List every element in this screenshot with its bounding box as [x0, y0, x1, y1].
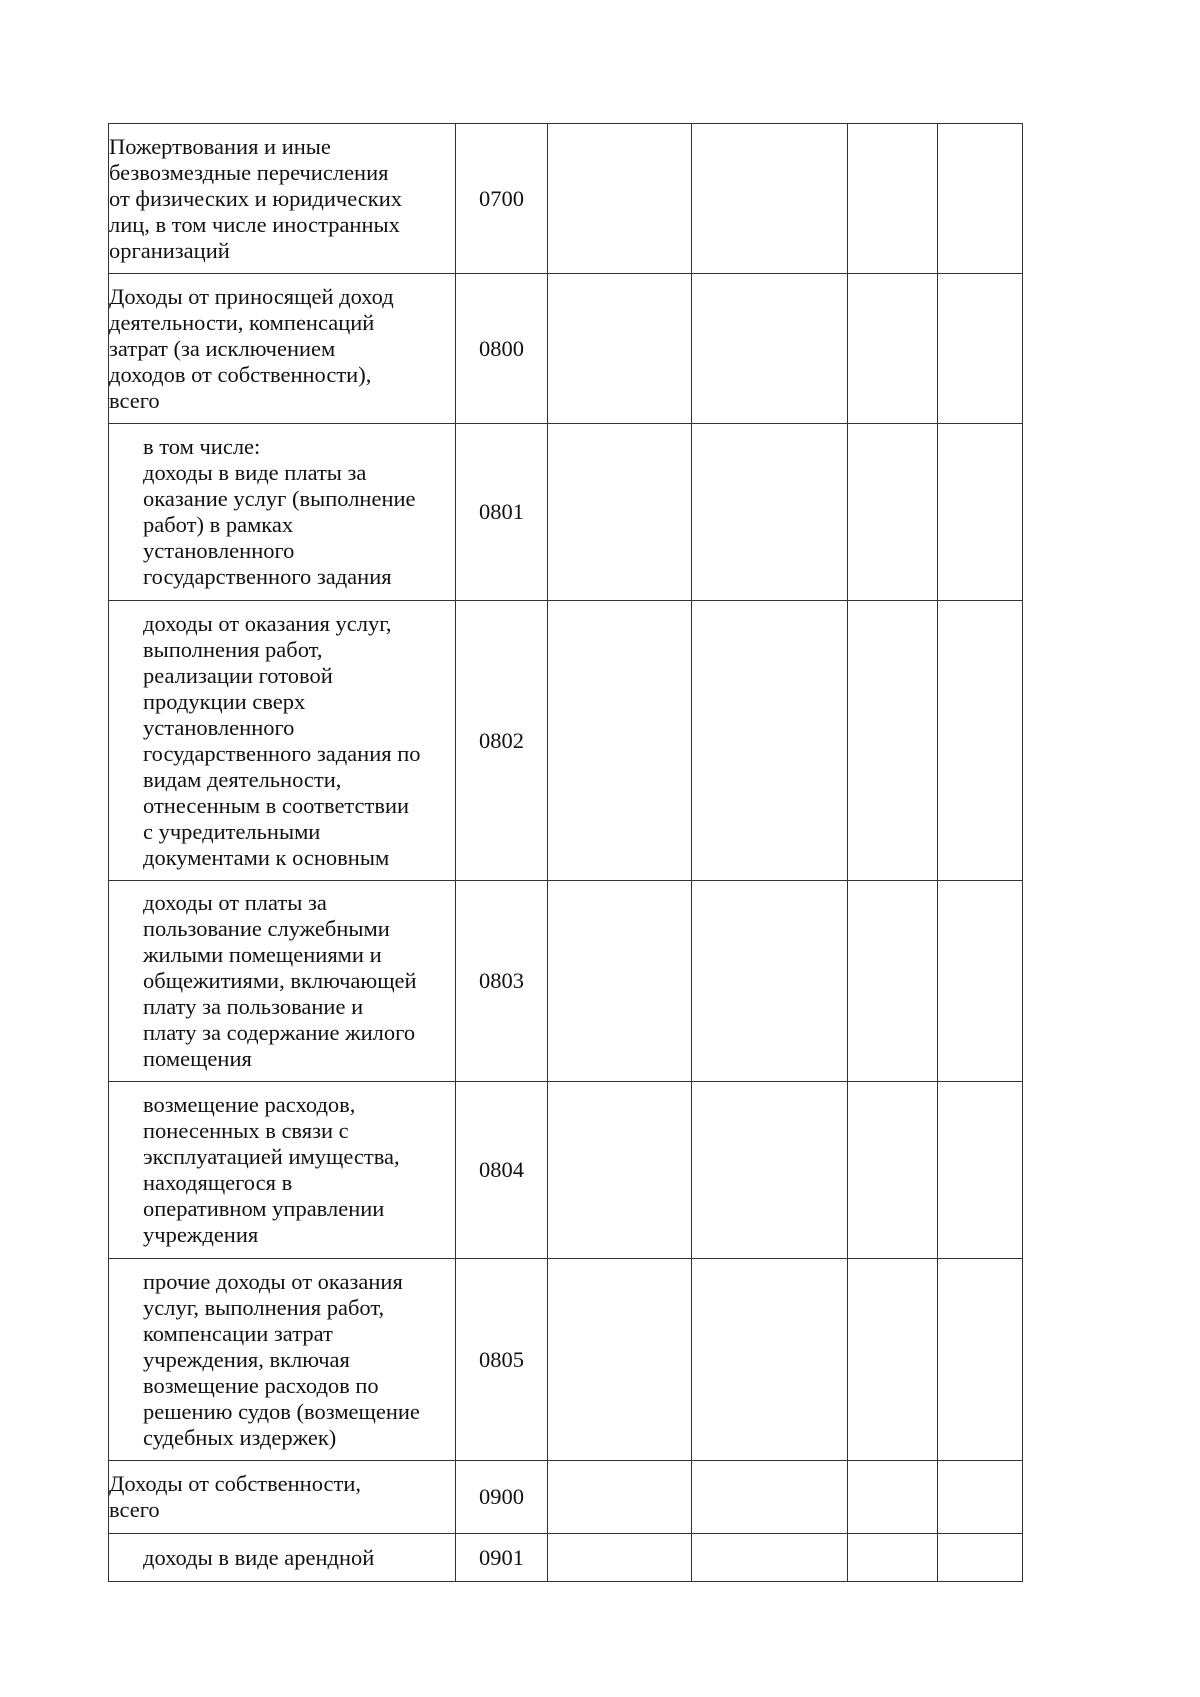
row-label-cell — [109, 1534, 456, 1582]
value-cell — [548, 881, 692, 1082]
value-cell — [548, 274, 692, 424]
row-label-cell — [109, 881, 456, 1082]
table-row — [109, 881, 1023, 1082]
row-label-cell — [109, 124, 456, 274]
row-label-cell — [109, 1461, 456, 1534]
income-report-table — [108, 123, 1023, 1582]
row-label: доходы от платы за пользование служебными жилыми помещениями и общежитиями, включающей плату за пользование и плату за содержание жилого помещения — [143, 890, 417, 1071]
value-cell — [692, 1461, 848, 1534]
row-code-cell: 0805 — [456, 1259, 548, 1461]
value-cell — [548, 1259, 692, 1461]
value-cell — [692, 424, 848, 601]
row-label: Доходы от приносящей доход деятельности, компенсаций затрат (за исключением доходов от собственности), всего — [109, 283, 394, 413]
value-cell — [938, 881, 1023, 1082]
value-cell — [548, 1082, 692, 1259]
row-code-cell: 0804 — [456, 1082, 548, 1259]
table-row — [109, 424, 1023, 601]
value-cell — [548, 601, 692, 881]
value-cell — [938, 1534, 1023, 1582]
value-cell — [548, 1461, 692, 1534]
value-cell — [848, 424, 938, 601]
row-label: Пожертвования и иные безвозмездные перечисления от физических и юридических лиц, в том числе иностранных организаций — [109, 133, 402, 263]
value-cell — [692, 274, 848, 424]
table-row — [109, 601, 1023, 881]
value-cell — [848, 881, 938, 1082]
value-cell — [848, 274, 938, 424]
table-row — [109, 1259, 1023, 1461]
table-row — [109, 274, 1023, 424]
value-cell — [848, 601, 938, 881]
value-cell — [692, 1259, 848, 1461]
value-cell — [848, 1082, 938, 1259]
row-label-cell — [109, 274, 456, 424]
value-cell — [938, 124, 1023, 274]
row-label-cell — [109, 601, 456, 881]
row-label: Доходы от собственности, всего — [109, 1471, 361, 1522]
value-cell — [938, 424, 1023, 601]
value-cell — [548, 124, 692, 274]
value-cell — [692, 124, 848, 274]
row-label: доходы от оказания услуг, выполнения работ, реализации готовой продукции сверх установленного государственного задания по видам деятельности, отнесенным в соответствии с учредительными документами к основным — [143, 610, 421, 870]
row-label: возмещение расходов, понесенных в связи с эксплуатацией имущества, находящегося в оперативном управлении учреждения — [143, 1092, 400, 1247]
row-code-cell: 0802 — [456, 601, 548, 881]
value-cell — [938, 601, 1023, 881]
value-cell — [848, 1259, 938, 1461]
value-cell — [848, 1461, 938, 1534]
row-code-cell: 0900 — [456, 1461, 548, 1534]
row-label-cell — [109, 1082, 456, 1259]
value-cell — [548, 424, 692, 601]
row-code-cell: 0803 — [456, 881, 548, 1082]
row-label-cell — [109, 424, 456, 601]
value-cell — [692, 601, 848, 881]
table-row — [109, 1461, 1023, 1534]
value-cell — [938, 1259, 1023, 1461]
value-cell — [692, 1082, 848, 1259]
row-label: в том числе: доходы в виде платы за оказание услуг (выполнение работ) в рамках установленного государственного задания — [143, 434, 416, 589]
table-row — [109, 1082, 1023, 1259]
value-cell — [848, 1534, 938, 1582]
value-cell — [938, 1082, 1023, 1259]
value-cell — [938, 1461, 1023, 1534]
row-code-cell: 0800 — [456, 274, 548, 424]
value-cell — [848, 124, 938, 274]
row-label: прочие доходы от оказания услуг, выполнения работ, компенсации затрат учреждения, включая возмещение расходов по решению судов (возмещение судебных издержек) — [143, 1268, 420, 1450]
value-cell — [548, 1534, 692, 1582]
row-code-cell: 0801 — [456, 424, 548, 601]
value-cell — [692, 881, 848, 1082]
value-cell — [692, 1534, 848, 1582]
row-label: доходы в виде арендной — [143, 1544, 375, 1570]
row-label-cell — [109, 1259, 456, 1461]
table-row — [109, 1534, 1023, 1582]
table-row — [109, 124, 1023, 274]
value-cell — [938, 274, 1023, 424]
row-code-cell: 0901 — [456, 1534, 548, 1582]
row-code-cell: 0700 — [456, 124, 548, 274]
